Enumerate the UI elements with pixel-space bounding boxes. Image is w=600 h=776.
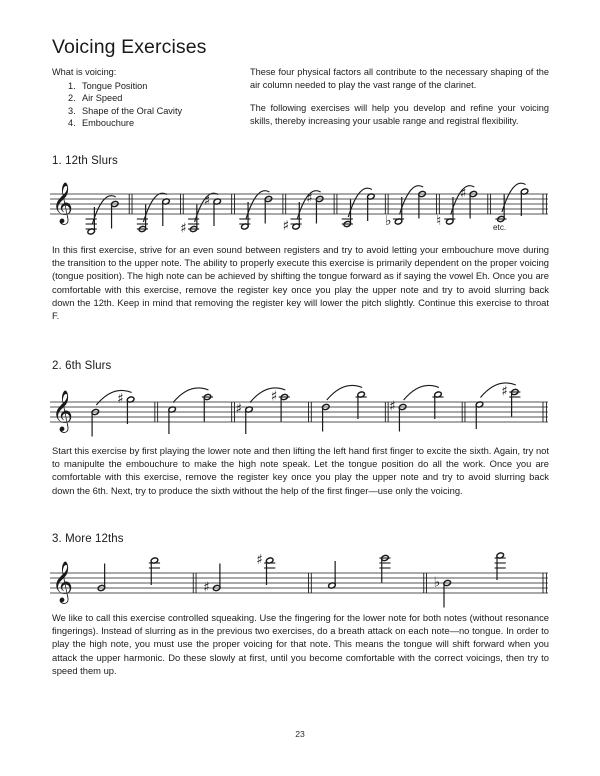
section-body-12th-slurs [52,243,549,322]
page-number: 23 [295,729,305,739]
svg-text:♭: ♭ [385,212,392,229]
svg-text:♯: ♯ [389,398,396,415]
voicing-factors-list [52,80,232,130]
svg-text:♯: ♯ [270,388,278,405]
etc-annotation: etc. [493,223,507,232]
svg-text:♯: ♯ [306,190,313,207]
section-heading-more-12ths: 3. More 12ths [52,533,124,545]
list-item-label: Tongue Position [82,80,148,91]
section-body-more-12ths [52,611,549,677]
music-staff-1 [50,180,552,236]
svg-text:♯: ♯ [235,400,243,417]
list-item-label: Air Speed [82,93,123,104]
list-item-label: Embouchure [82,118,135,129]
voicing-definition-block [52,66,232,130]
svg-text:♯: ♯ [282,217,290,234]
music-staff-3 [50,551,552,603]
svg-text:♯: ♯ [501,383,508,400]
svg-text:♯: ♯ [117,390,124,407]
list-item-number: 1. [68,80,76,91]
svg-text:♮: ♮ [436,212,442,229]
list-item [52,117,232,130]
music-staff-2 [50,378,552,432]
section-body-6th-slurs [52,444,549,497]
paragraph-text: In this first exercise, strive for an even sound between registers and try to avoid letting your embouchure move during the transition to the upper note. The ability to properly execute this exercise is primarily dependent on the proper voicing (tongue position). The high note can be achieved by shifting the tongue forward as if saying the vowel Eh. Once you are comfortable with this exercise, remove the register key once you play the upper note and try to avoid slurring back down the 12th. Keep in mind that removing the register key will lower the pitch slightly. Continue this exercise to throat F. [52,244,549,322]
svg-text:♯: ♯ [180,220,187,237]
list-item [52,92,232,105]
svg-text:♯: ♯ [203,579,210,596]
svg-text:♭: ♭ [433,574,441,591]
svg-text:𝄞: 𝄞 [52,561,73,603]
list-item-label: Shape of the Oral Cavity [82,105,183,116]
list-item-number: 3. [68,105,76,116]
page-title: Voicing Exercises [52,36,207,58]
svg-text:♯: ♯ [203,192,211,209]
svg-text:𝄞: 𝄞 [52,182,73,224]
section-heading-6th-slurs: 2. 6th Slurs [52,360,112,372]
intro-right-column [250,66,549,127]
svg-text:♯: ♯ [459,185,467,202]
intro-paragraph-2: The following exercises will help you develop and refine your voicing skills, thereby increasing your usable range and registral flexibility. [250,103,549,126]
more-12ths-notation [50,551,552,603]
list-item [52,80,232,93]
voicing-lead-text: What is voicing: [52,67,117,77]
intro-paragraph-1: These four physical factors all contribute to the necessary shaping of the air column needed to play the vast range of the clarinet. [250,67,549,90]
list-item-number: 2. [68,93,76,104]
list-item-number: 4. [68,118,76,129]
svg-text:♯: ♯ [256,551,263,568]
paragraph-text: Start this exercise by first playing the lower note and then lifting the left hand first finger to excite the sixth. Again, try not to manipulte the embouchure to make the high note speak. Let the tongue position do all the work. Once you are comfortable with this exercise, remove the register key once you play the upper note and try to avoid slurring back down the 6th. Next, try to produce the sixth without the help of the first finger—use only the voicing. [52,445,549,496]
section-heading-12th-slurs: 1. 12th Slurs [52,155,118,167]
12th-slurs-notation [50,180,552,236]
list-item [52,105,232,118]
svg-text:𝄞: 𝄞 [52,390,73,432]
6th-slurs-notation [50,378,552,432]
paragraph-text: We like to call this exercise controlled squeaking. Use the fingering for the lower note for both notes (without resonance fingerings). Instead of slurring as in the previous two exercises, do a breath attack on each note—no tongue. In order to play the high note, you must use the proper voicing for that note. This means the tongue will shift forward when you attack the upper harmonic. Do these slowly at first, until you become comfortable with the correct voicings, then try to speed them up. [52,612,549,676]
